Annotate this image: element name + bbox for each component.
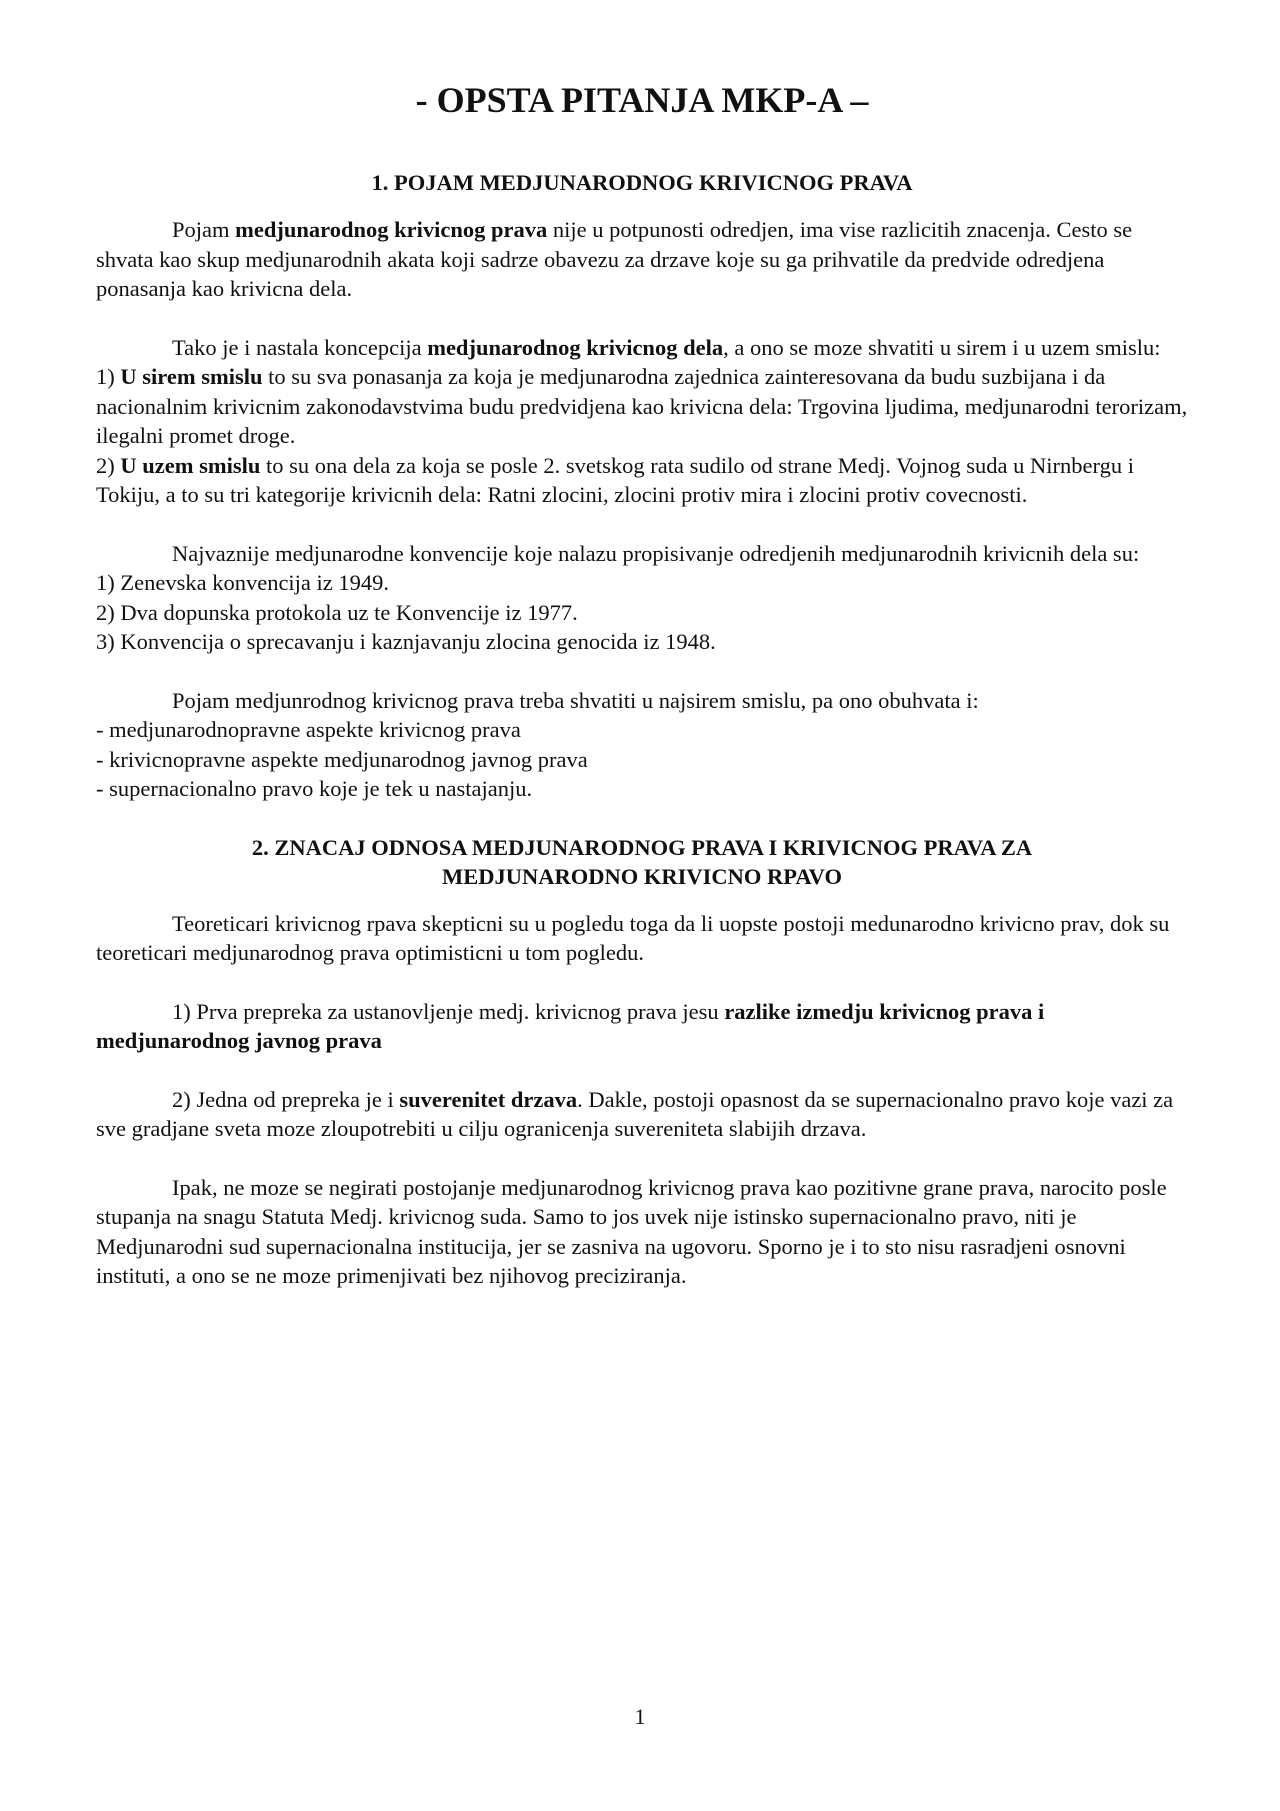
- section-1-paragraph-1: Pojam medjunarodnog krivicnog prava nije u potpunosti odredjen, ima vise razlicitih znacenja. Cesto se shvata kao skup medjunarodnih akata koji sadrze obavezu za drzave koje su ga prihvatile da predvide odredjena ponasanja kao krivicna dela.: [96, 217, 1133, 301]
- list-item: 2) U uzem smislu to su ona dela za koja se posle 2. svetskog rata sudilo od strane Medj. Vojnog suda u Nirnbergu i Tokiju, a to su tri kategorije krivicnih dela: Ratni zlocini, zlocini protiv mira i zlocini protiv covecnosti.: [96, 452, 1134, 507]
- section-2-paragraph-2: 1) Prva prepreka za ustanovljenje medj. krivicnog prava jesu razlike izmedju krivicnog prava i medjunarodnog javnog prava: [96, 998, 1045, 1053]
- list-item: 1) U sirem smislu to su sva ponasanja za koja je medjunarodna zajednica zainteresovana da budu suzbijana i da nacionalnim krivicnim zakonodavstvima budu predvidjena kao krivicna dela: Trgovina ljudima, medjunarodni terorizam, ilegalni promet droge.: [96, 364, 1188, 448]
- list-item: - supernacionalno pravo koje je tek u nastajanju.: [96, 776, 533, 801]
- list-item: 2) Dva dopunska protokola uz te Konvencije iz 1977.: [96, 599, 578, 625]
- section-2-paragraph-1: Teoreticari krivicnog rpava skepticni su u pogledu toga da li uopste postoji medunarodno krivicno prav, dok su teoreticari medjunarodnog prava optimisticni u tom pogledu.: [96, 910, 1170, 965]
- bold-term: U uzem smislu: [120, 452, 261, 478]
- section-2-heading: 2. ZNACAJ ODNOSA MEDJUNARODNOG PRAVA I KRIVICNOG PRAVA ZA MEDJUNARODNO KRIVICNO RPAVO: [251, 834, 1033, 889]
- list-item: 1) Zenevska konvencija iz 1949.: [96, 570, 390, 595]
- bold-term: medjunarodnog krivicnog prava: [235, 217, 548, 242]
- section-1-paragraph-2: Tako je i nastala koncepcija medjunarodnog krivicnog dela, a ono se moze shvatiti u sirem i u uzem smislu: 1) U sirem smislu to su sva ponasanja za koja je medjunarodna zajednica zainteresovana da budu suzbijana i da nacionalnim krivicnim zakonodavstvima budu predvidjena kao krivicna dela: Trgovina ljudima, medjunarodni terorizam, ilegalni promet droge. 2) U uzem smislu to su ona dela za koja se posle 2. svetskog rata sudilo od strane Medj. Vojnog suda u Nirnbergu i Tokiju, a to su tri kategorije krivicnih dela: Ratni zlocini, zlocini protiv mira i zlocini protiv covecnosti.: [96, 333, 1188, 510]
- page-content: [96, 80, 1188, 1320]
- list-item: - krivicnopravne aspekte medjunarodnog javnog prava: [96, 746, 588, 772]
- section-2-paragraph-3: 2) Jedna od prepreka je i suverenitet drzava. Dakle, postoji opasnost da se supernacionalno pravo koje vazi za sve gradjane sveta moze zloupotrebiti u cilju ogranicenja suvereniteta slabijih drzava.: [96, 1086, 1174, 1141]
- bold-term: razlike izmedju krivicnog prava i medjunarodnog javnog prava: [96, 998, 1045, 1053]
- section-2-paragraph-4: Ipak, ne moze se negirati postojanje medjunarodnog krivicnog prava kao pozitivne grane prava, narocito posle stupanja na snagu Statuta Medj. krivicnog suda. Samo to jos uvek nije istinsko supernacionalno pravo, niti je Medjunarodni sud supernacionalna institucija, jer se zasniva na ugovoru. Sporno je i to sto nisu rasradjeni osnovni instituti, a ono se ne moze primenjivati bez njihovog preciziranja.: [96, 1174, 1167, 1288]
- bold-term: suverenitet drzava: [399, 1086, 578, 1112]
- document-title: - OPSTA PITANJA MKP-A –: [415, 80, 869, 120]
- list-item: 3) Konvencija o sprecavanju i kaznjavanju zlocina genocida iz 1948.: [96, 629, 716, 654]
- list-item: - medjunarodnopravne aspekte krivicnog prava: [96, 717, 521, 742]
- section-1-paragraph-3: Najvaznije medjunarodne konvencije koje nalazu propisivanje odredjenih medjunarodnih krivicnih dela su: 1) Zenevska konvencija iz 1949. 2) Dva dopunska protokola uz te Konvencije iz 1977. 3) Konvencija o sprecavanju i kaznjavanju zlocina genocida iz 1948.: [96, 539, 1188, 657]
- section-1-paragraph-4: Pojam medjunrodnog krivicnog prava treba shvatiti u najsirem smislu, pa ono obuhvata i: - medjunarodnopravne aspekte krivicnog prava - krivicnopravne aspekte medjunarodnog javnog prava - supernacionalno pravo koje je tek u nastajanju.: [96, 686, 1188, 804]
- bold-term: medjunarodnog krivicnog dela: [427, 334, 724, 360]
- page-number: 1: [634, 1704, 646, 1729]
- section-1-heading: 1. POJAM MEDJUNARODNOG KRIVICNOG PRAVA: [371, 170, 913, 195]
- bold-term: U sirem smislu: [120, 364, 263, 389]
